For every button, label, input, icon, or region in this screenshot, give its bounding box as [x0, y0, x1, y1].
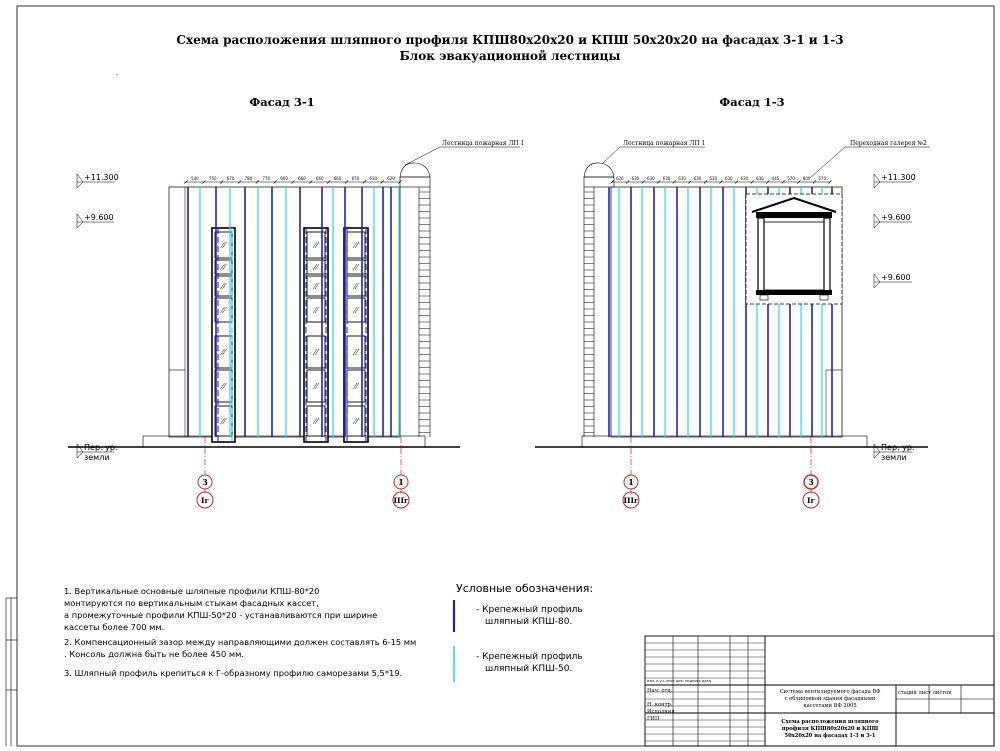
- tb-role-1: Нач. отд.: [647, 688, 673, 694]
- svg-text:3: 3: [808, 477, 814, 487]
- tb-project-3: кассетами ВФ 2005: [803, 703, 857, 709]
- callout-ladder-right: Лестница пожарная ЛП 1: [623, 140, 706, 147]
- facade-right-drawing: [535, 140, 930, 508]
- legend-item-2-line2: шляпный КПШ-50.: [485, 664, 573, 674]
- dim-label: 660: [280, 176, 288, 181]
- legend-item-1-line1: - Крепежный профиль: [476, 605, 583, 615]
- dim-label: 780: [244, 176, 253, 181]
- sheet-frame: [17, 6, 994, 746]
- svg-text:земли: земли: [881, 453, 907, 462]
- level-mark-9600-left: [77, 213, 114, 228]
- dim-label: 620: [387, 176, 395, 181]
- title-block: [645, 636, 994, 746]
- facade-left-drawing: [68, 140, 524, 508]
- note-line-5: 2. Компенсационный зазор между направляющими должен составлять 6-15 мм: [64, 637, 417, 647]
- dim-label: 620: [615, 176, 624, 181]
- svg-text:Пер. ур.: Пер. ур.: [84, 443, 118, 452]
- legend-item-2-line1: - Крепежный профиль: [476, 652, 583, 662]
- dim-label: 445: [771, 176, 780, 181]
- svg-text:IIIг: IIIг: [393, 496, 409, 505]
- fire-ladder-left: [400, 163, 430, 437]
- note-line-1: 1. Вертикальные основные шляпные профили КПШ-80*20: [64, 586, 320, 596]
- sheet-subtitle: Блок эвакуационной лестницы: [399, 49, 621, 63]
- svg-text:Iг: Iг: [200, 496, 210, 505]
- svg-text:+9.600: +9.600: [84, 213, 114, 222]
- tb-stage-header: стадия лист листов: [898, 690, 952, 696]
- svg-text:IIIг: IIIг: [623, 496, 639, 505]
- level-mark-11300-left: [77, 173, 119, 188]
- legend-title: Условные обозначения:: [456, 582, 594, 595]
- callout-ladder-left: Лестница пожарная ЛП 1: [442, 140, 525, 147]
- note-line-3: а промежуточные профили КПШ-50*20 - устанавливаются при ширине: [64, 610, 378, 620]
- dim-label: 570: [787, 176, 795, 181]
- svg-text:Iг: Iг: [806, 496, 816, 505]
- tb-role-3: Исполнил: [647, 709, 675, 715]
- dim-label: 660: [315, 176, 324, 181]
- svg-text:+9.600: +9.600: [881, 213, 911, 222]
- dim-label: 630: [647, 176, 655, 181]
- transition-gallery: [746, 194, 842, 304]
- notes-block: [64, 586, 416, 678]
- svg-text:земли: земли: [84, 453, 110, 462]
- plinth-right: [582, 436, 867, 447]
- facade-right-title: Фасад 1-3: [719, 95, 785, 109]
- binding-strip: [6, 598, 17, 746]
- dim-label: 750: [208, 176, 217, 181]
- svg-text:1: 1: [398, 477, 404, 487]
- level-mark-9600-right: [874, 213, 912, 228]
- dim-label: 630: [678, 176, 686, 181]
- dim-label: 630: [631, 176, 640, 181]
- dim-label: 630: [693, 176, 702, 181]
- sheet-title: Схема расположения шляпного профиля КПШ80х20х20 и КПШ 50х20х20 на фасадах 3-1 и 1-3: [176, 33, 844, 47]
- tb-project-2: с облицовкой здания фасадными: [784, 696, 876, 702]
- tb-role-4: ГИП: [647, 716, 660, 722]
- dim-label: 660: [333, 176, 342, 181]
- level-mark-11300-right: [874, 173, 916, 188]
- note-line-6: . Консоль должна быть не более 450 мм.: [64, 649, 245, 659]
- dim-label: 670: [226, 176, 235, 181]
- dim-label: 630: [369, 176, 378, 181]
- svg-text:+11.300: +11.300: [84, 173, 119, 182]
- svg-text:1: 1: [628, 477, 634, 487]
- level-mark-9600b-right: [874, 273, 912, 288]
- note-line-7: 3. Шляпный профиль крепиться к Г-образному профилю саморезами 5,5*19.: [64, 668, 403, 678]
- tb-drawing-1: Схема расположения шляпного: [781, 719, 879, 725]
- stray-mark: -: [116, 72, 118, 78]
- level-mark-ground-left: [77, 443, 117, 462]
- dim-label: 660: [298, 176, 306, 181]
- level-mark-ground-right: [874, 443, 914, 462]
- dim-label: 570: [818, 176, 827, 181]
- dim-label: 670: [351, 176, 360, 181]
- dim-label: 630: [724, 176, 733, 181]
- dim-label: 630: [662, 176, 671, 181]
- svg-text:+11.300: +11.300: [881, 173, 916, 182]
- legend-item-1-line2: шляпный КПШ-80.: [485, 617, 573, 627]
- dim-label: 630: [756, 176, 764, 181]
- svg-text:+9.600: +9.600: [881, 273, 911, 282]
- svg-text:Пер. ур.: Пер. ур.: [881, 443, 915, 452]
- tb-header-row: изм. к.уч. лист док. подпись дата: [647, 679, 712, 683]
- tb-drawing-2: профиля КПШ80х20х20 и КПШ: [781, 726, 879, 732]
- note-line-2: монтируются по вертикальным стыкам фасадных кассет,: [64, 598, 319, 608]
- note-line-4: кассеты более 700 мм.: [64, 622, 165, 632]
- callout-gallery: Переходная галерея №2: [850, 140, 927, 147]
- legend: [454, 582, 593, 682]
- dim-label: 630: [709, 176, 718, 181]
- tb-project-1: Система вентилируемого фасада ВФ: [779, 689, 881, 695]
- dim-label: 540: [191, 176, 199, 181]
- svg-text:3: 3: [202, 477, 208, 487]
- facade-left-title: Фасад 3-1: [249, 95, 315, 109]
- dim-label: 770: [262, 176, 271, 181]
- tb-role-2: Н. контр.: [647, 702, 673, 708]
- plinth-left: [143, 436, 425, 447]
- dim-label: 800: [802, 176, 811, 181]
- dim-label: 630: [740, 176, 749, 181]
- tb-drawing-3: 50х20х20 на фасадах 1-3 и 3-1: [784, 733, 876, 739]
